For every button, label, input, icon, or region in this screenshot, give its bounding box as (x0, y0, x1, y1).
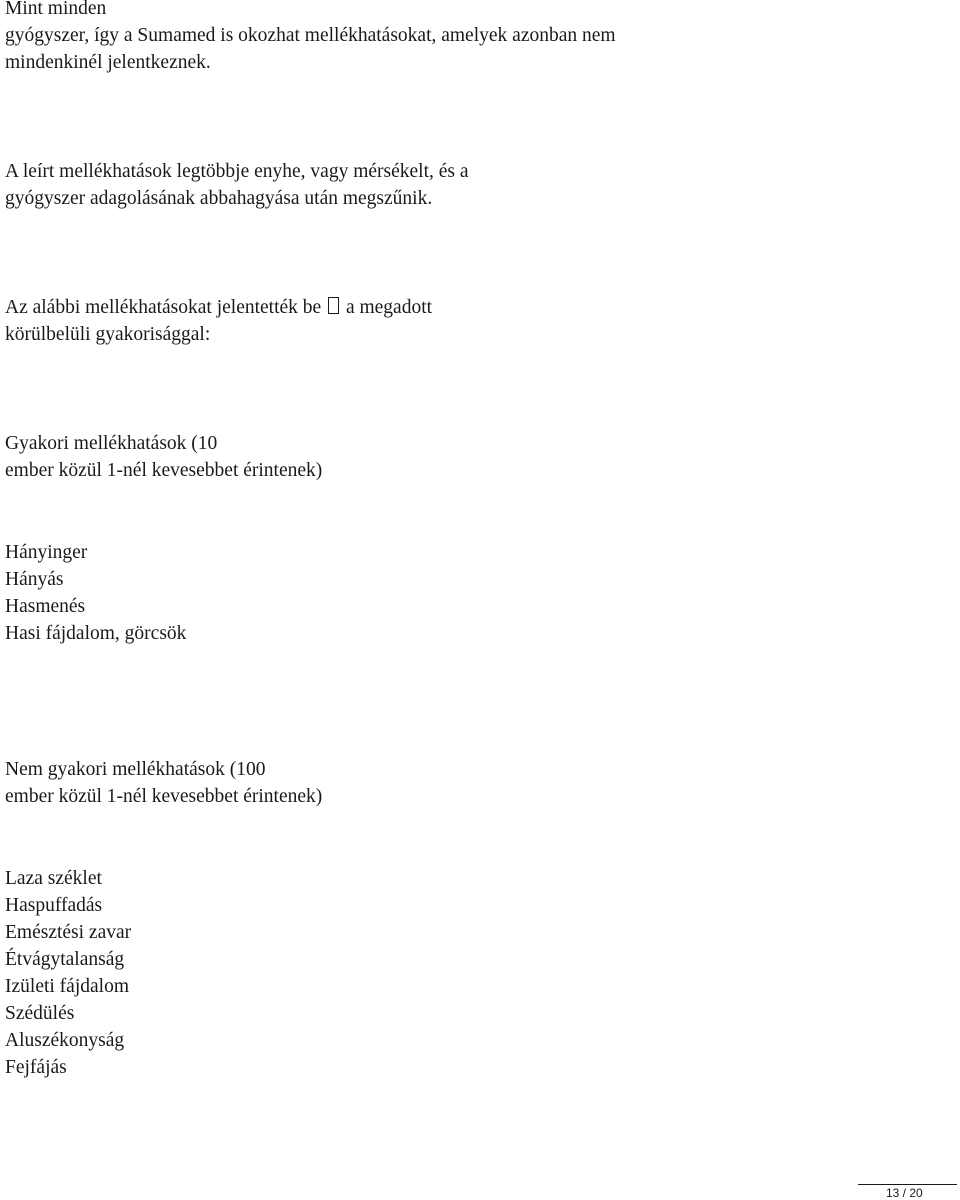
page-number: 13 / 20 (886, 1186, 923, 1200)
reported-text-after: a megadott (345, 297, 433, 318)
list-item: Hasmenés (5, 596, 86, 617)
uncommon-effects-list (5, 865, 131, 1081)
mild-effects-paragraph (5, 158, 469, 212)
uncommon-heading-line: Nem gyakori mellékhatások (100 (5, 759, 266, 780)
list-item: Aluszékonyság (5, 1030, 125, 1051)
reported-line-1 (5, 294, 432, 321)
common-effects-list (5, 539, 186, 647)
reported-line-2: körülbelüli gyakorisággal: (5, 324, 211, 345)
list-item: Étvágytalanság (5, 949, 125, 970)
list-item: Hányás (5, 569, 64, 590)
uncommon-heading-line: ember közül 1-nél kevesebbet érintenek) (5, 786, 323, 807)
list-item: Fejfájás (5, 1057, 67, 1078)
mild-line: gyógyszer adagolásának abbahagyása után megszűnik. (5, 188, 433, 209)
common-heading-line: Gyakori mellékhatások (10 (5, 433, 218, 454)
intro-paragraph (5, 0, 616, 76)
reported-effects-paragraph (5, 294, 432, 348)
reported-text-before: Az alábbi mellékhatásokat jelentették be (5, 297, 322, 318)
common-heading-line: ember közül 1-nél kevesebbet érintenek) (5, 460, 323, 481)
list-item: Laza széklet (5, 868, 102, 889)
list-item: Izületi fájdalom (5, 976, 129, 997)
missing-glyph-icon (328, 297, 339, 314)
intro-line: mindenkinél jelentkeznek. (5, 52, 211, 73)
intro-line: gyógyszer, így a Sumamed is okozhat mellékhatásokat, amelyek azonban nem (5, 25, 616, 46)
mild-line: A leírt mellékhatások legtöbbje enyhe, vagy mérsékelt, és a (5, 161, 469, 182)
list-item: Hasi fájdalom, görcsök (5, 623, 187, 644)
list-item: Emésztési zavar (5, 922, 132, 943)
list-item: Haspuffadás (5, 895, 103, 916)
intro-line: Mint minden (5, 0, 107, 19)
uncommon-effects-heading (5, 756, 322, 810)
footer-divider (858, 1184, 957, 1185)
list-item: Szédülés (5, 1003, 75, 1024)
list-item: Hányinger (5, 542, 88, 563)
common-effects-heading (5, 430, 322, 484)
